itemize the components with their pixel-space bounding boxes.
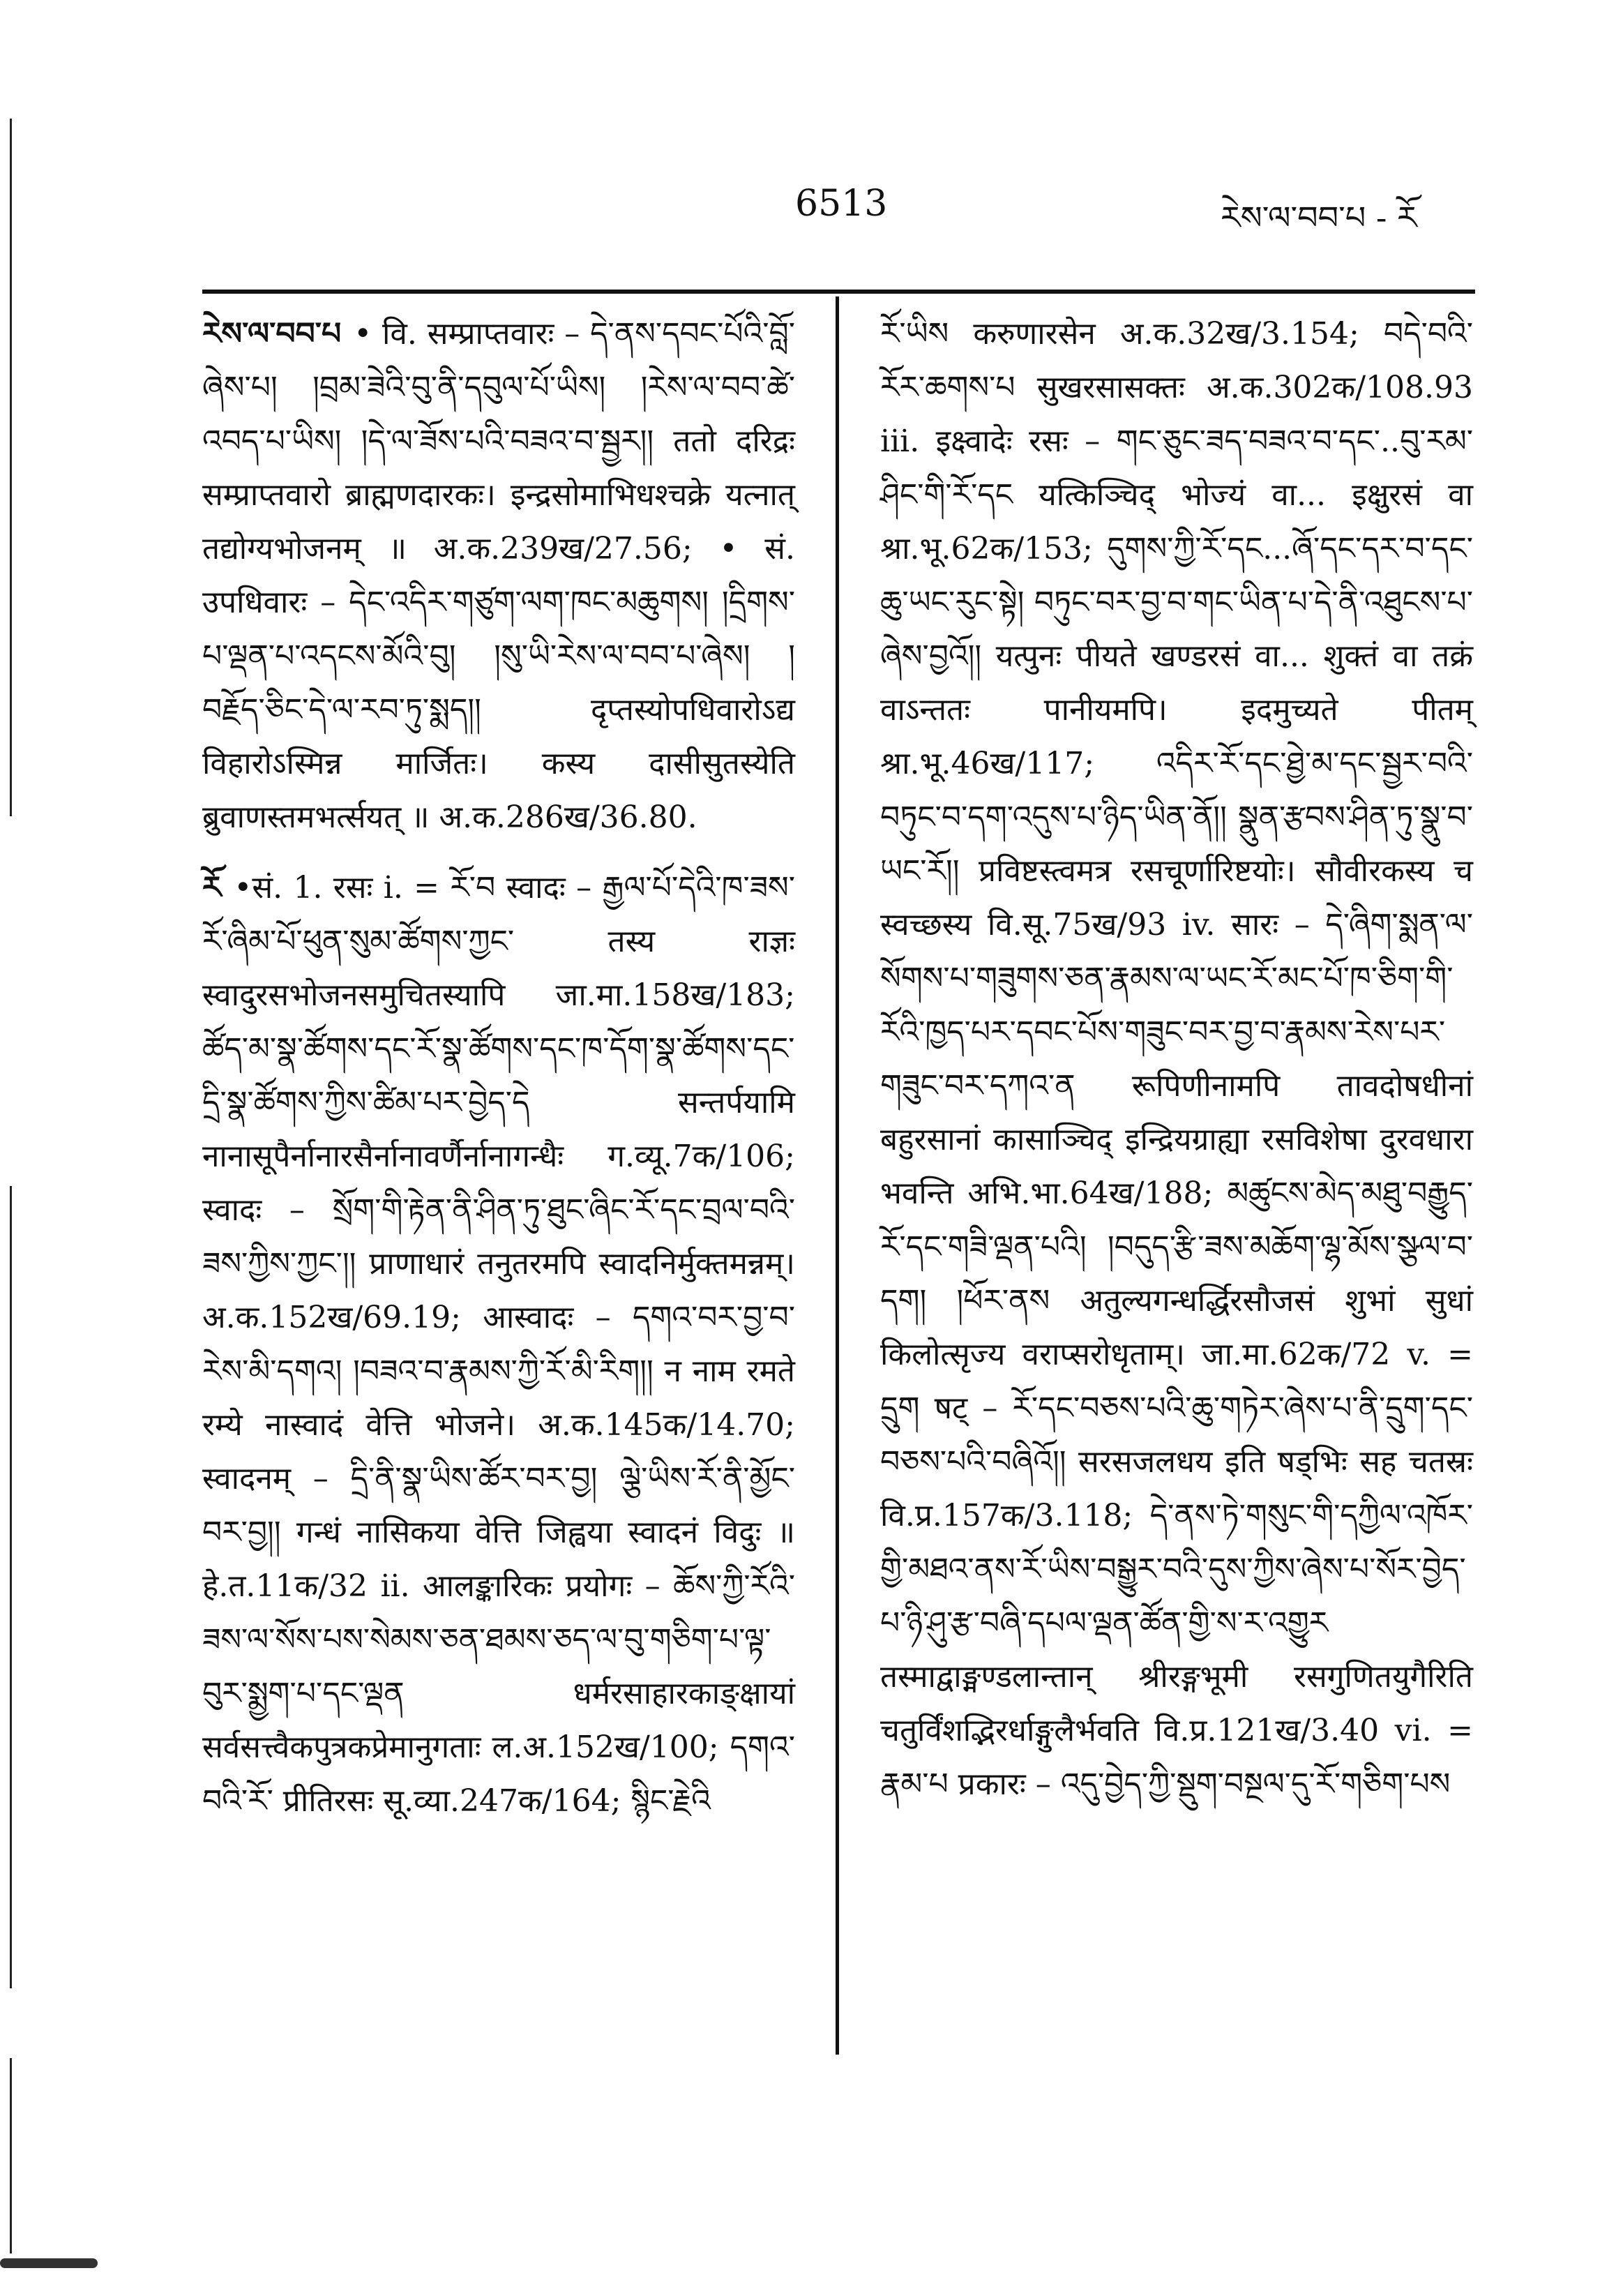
headword: རེས་ལ་བབ་པ <box>202 316 342 352</box>
entry-text: རོ་ཡིས करुणारसेन अ.क.32ख/3.154; བདེ་བའི་རོར་ཆགས་པ सुखरसासक्तः अ.क.302क/108.93 iii. इक्ष्वादेः रसः – གང་ཅུང་ཟད་བཟའ་བ་དང་..བུ་རམ་ཤིང་གི་རོ་དང यत्किञ्चिद् भोज्यं वा... इक्षुरसं वा श्रा.भू.62क/153; དུགས་ཀྱི་རོ་དང...ཞོ་དང་དར་བ་དང་ཆུ་ཡང་རུང་སྟེ། བཏུང་བར་བྱ་བ་གང་ཡིན་པ་དེ་ནི་འཐུངས་པ་ཞེས་བྱའོ།། यत्पुनः पीयते खण्डरसं वा... शुक्तं वा तक्रं वाऽन्ततः पानीयमपि। इदमुच्यते पीतम् श्रा.भू.46ख/117; འདིར་རོ་དང་ཐྱེ་མ་དང་སྦྱར་བའི་བཏུང་བ་དག་འདུས་པ་ཉིད་ཡིན་ནོ།། སྣུན་རྩབས་ཤིན་ཏུ་སྣུ་བ་ཡང་རོ།། प्रविष्टस्त्वमत्र रसचूर्णारिष्टयोः। सौवीरकस्य च स्वच्छस्य वि.सू.75ख/93 iv. सारः – དེ་ཞིག་སྨན་ལ་སོགས་པ་གཟུགས་ཅན་རྣམས་ལ་ཡང་རོ་མང་པོ་ཁ་ཅིག་གི་རོའི་ཁྱད་པར་དབང་པོས་གཟུང་བར་བྱ་བ་རྣམས་རེས་པར་གཟུང་བར་དཀའ་ན रूपिणीनामपि तावदोषधीनां बहुरसानां कासाञ्चिद् इन्द्रियग्राह्या रसविशेषा दुरवधारा भवन्ति अभि.भा.64ख/188; མཚུངས་མེད་མཐུ་བརྒྱུད་རོ་དང་གཟི་ལྡན་པའི། །བདུད་རྩི་ཟས་མཆོག་ལྷ་མོས་སྩལ་བ་དག། །ཕོར་ནས अतुल्यगन्धर्द्धिरसौजसं शुभां सुधां किलोत्सृज्य वराप्सरोधृताम्। जा.मा.62क/72 v. = དྲུག षट् – རོ་དང་བཅས་པའི་ཆུ་གཏེར་ཞེས་པ་ནི་དྲུག་དང་བཅས་པའི་བཞིའོ།། सरसजलधय इति षड्भिः सह चतस्रः वि.प्र.157क/3.118; དེ་ནས་ཏེ་གསུང་གི་དཀྱིལ་འཁོར་གྱི་མཐའ་ནས་རོ་ཡིས་བསྒྱུར་བའི་དུས་ཀྱིས་ཞེས་པ་སོར་བྱེད་པ་ཉི་ཤུ་རྩ་བཞི་དཔལ་ལྡན་ཚོན་གྱི་ས་ར་འགྱུར तस्माद्वाङ्मण्डलान्तान् श्रीरङ्गभूमी रसगुणितयुगैरिति चतुर्विंशद्भिरर्धाङ्गुलैर्भवति वि.प्र.121ख/3.40 vi. = རྣམ་པ प्रकारः – འདུ་བྱེད་ཀྱི་སྡུག་བསྔལ་དུ་རོ་གཅིག་པས <box>880 316 1473 1802</box>
column-divider <box>836 297 839 2055</box>
page-number: 6513 <box>795 183 888 225</box>
binding-margin-line <box>10 2058 12 2253</box>
headword: རོ <box>202 870 222 906</box>
header-rule <box>202 290 1475 294</box>
dictionary-entry <box>202 307 795 844</box>
running-head: རེས་ལ་བབ་པ - རོ <box>1221 199 1417 237</box>
scan-mark <box>0 2258 98 2268</box>
entry-text: • वि. सम्प्राप्तवारः – དེ་ནས་དབང་པོའི་བློ་ཞེས་པ། །བྲམ་ཟེའི་བུ་ནི་དབུལ་པོ་ཡིས། །རེས་ལ་བབ་ཚེ་འབད་པ་ཡིས། །དེ་ལ་ཟོས་པའི་བཟའ་བ་སྦྱར།། ततो दरिद्रः सम्प्राप्तवारो ब्राह्मणदारकः। इन्द्रसोमाभिधश्चक्रे यत्नात् तद्योग्यभोजनम् ॥ अ.क.239ख/27.56; • सं. उपधिवारः – དེང་འདིར་གཙུག་ལག་ཁང་མཆུགས། །དྲིགས་པ་ལྡན་པ་འདངས་མོའི་བུ། །སུ་ཡི་རེས་ལ་བབ་པ་ཞེས། །བརྗོད་ཅིང་དེ་ལ་རབ་ཏུ་སྨད།། दृप्तस्योपधिवारोऽद्य विहारोऽस्मिन्न मार्जितः। कस्य दासीसुतस्येति ब्रुवाणस्तमभर्त्सयत् ॥ अ.क.286ख/36.80. <box>202 316 795 835</box>
binding-margin-line <box>10 1186 12 1988</box>
entry-text: •सं. 1. रसः i. = རོ་བ स्वादः – རྒྱལ་པོ་དེའི་ཁ་ཟས་རོ་ཞིམ་པོ་ཕུན་སུམ་ཚོགས་ཀྱང་ तस्य राज्ञः स्वादुरसभोजनसमुचितस्यापि जा.मा.158ख/183; ཚོད་མ་སྣ་ཚོགས་དང་རོ་སྣ་ཚོགས་དང་ཁ་དོག་སྣ་ཚོགས་དང་དྲི་སྣ་ཚོགས་ཀྱིས་ཚིམ་པར་བྱེད་དེ सन्तर्पयामि नानासूपैर्नानारसैर्नानावर्णैर्नानागन्धैः ग.व्यू.7क/106; स्वादः – སྲོག་གི་རྟེན་ནི་ཤིན་ཏུ་ཐུང་ཞིང་རོ་དང་བྲལ་བའི་ཟས་ཀྱིས་ཀྱང་།། प्राणाधारं तनुतरमपि स्वादनिर्मुक्तमन्नम्। अ.क.152ख/69.19; आस्वादः – དགའ་བར་བྱ་བ་རེས་མི་དགའ། །བཟའ་བ་རྣམས་ཀྱི་རོ་མི་རིག།། न नाम रमते रम्ये नास्वादं वेत्ति भोजने। अ.क.145क/14.70; स्वादनम् – དྲི་ནི་སྣ་ཡིས་ཚོར་བར་བྱ། ལྕེ་ཡིས་རོ་ནི་མྱོང་བར་བྱ།། गन्धं नासिकया वेत्ति जिह्वया स्वादनं विदुः ॥ हे.त.11क/32 ii. आलङ्कारिकः प्रयोगः – ཆོས་ཀྱི་རོའི་ཟས་ལ་སོས་པས་སེམས་ཅན་ཐམས་ཅད་ལ་བུ་གཅིག་པ་ལྟ་བུར་སྨྱག་པ་དང་ལྡན धर्मरसाहारकाङ्क्षायां सर्वसत्त्वैकपुत्रकप्रेमानुगताः ल.अ.152ख/100; དགའ་བའི་རོ་ प्रीतिरसः सू.व्या.247क/164; སྙིང་རྗེའི <box>202 870 795 1819</box>
binding-margin-line <box>10 119 12 816</box>
left-column <box>202 307 795 1828</box>
dictionary-entry-continued <box>880 307 1473 1811</box>
dictionary-entry <box>202 861 795 1828</box>
right-column <box>880 307 1473 1811</box>
